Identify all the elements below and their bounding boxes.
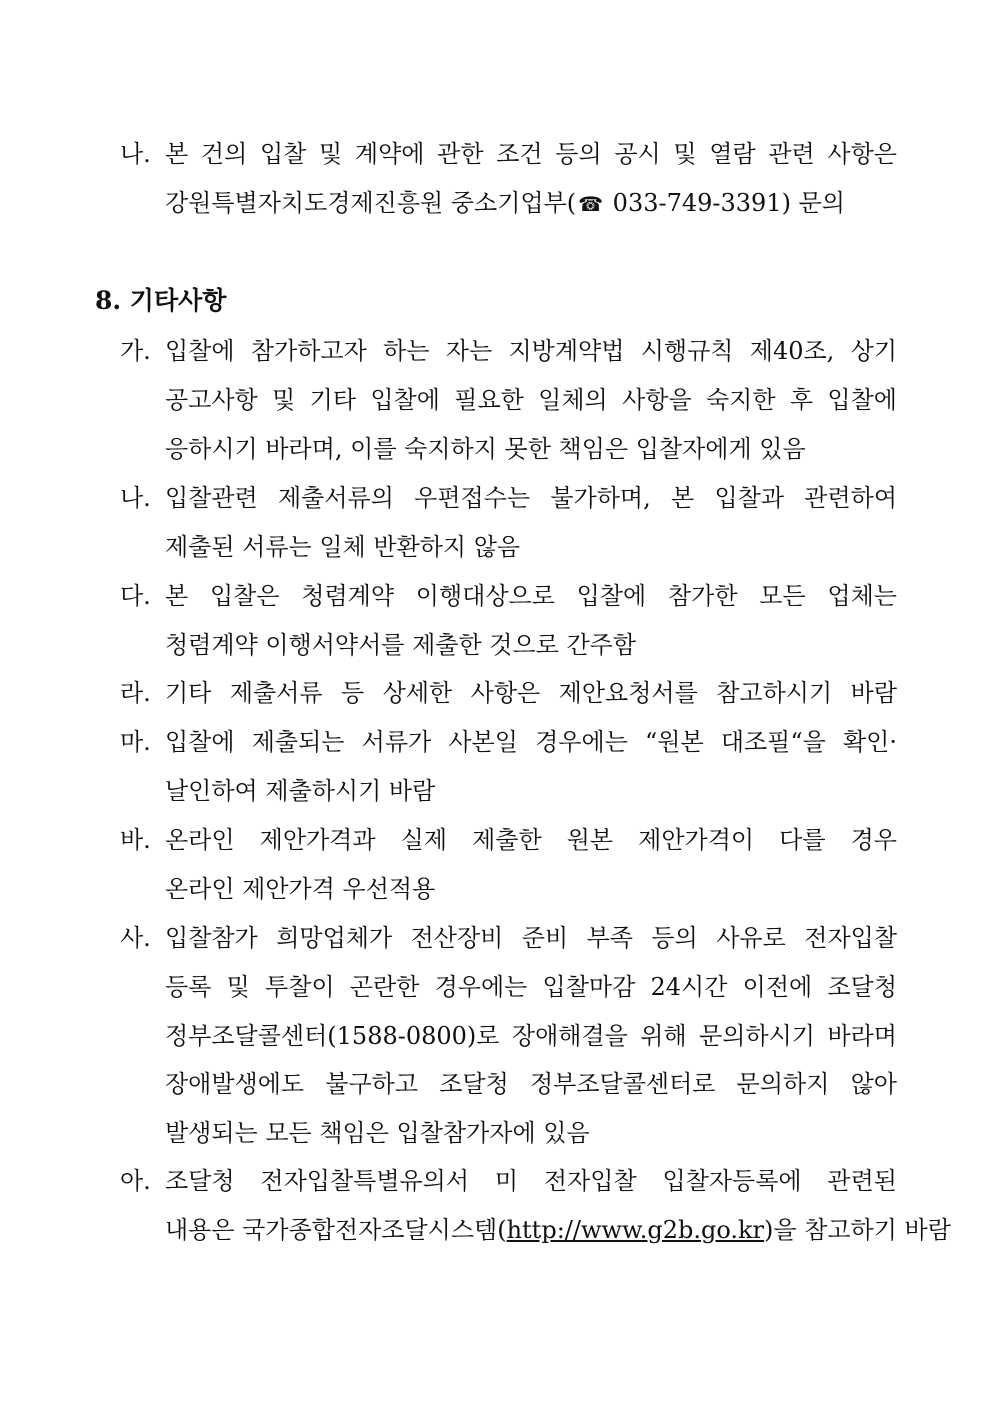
last-item-line-2-suffix: )을 참고하기 바람 [764,1216,951,1244]
item-label: 바. [120,826,151,854]
item-line: 청렴계약 이행서약서를 제출한 것으로 간주함 [165,631,637,659]
item-line: 온라인 제안가격 우선적용 [165,875,436,903]
item-line: 응하시기 바라며, 이를 숙지하지 못한 책임은 입찰자에게 있음 [165,435,806,463]
item-line: 공고사항 및 기타 입찰에 필요한 일체의 사항을 숙지한 후 입찰에 [165,386,897,414]
item-line: 입찰관련 제출서류의 우편접수는 불가하며, 본 입찰과 관련하여 [165,484,897,512]
item-line: 온라인 제안가격과 실제 제출한 원본 제안가격이 다를 경우 [165,826,897,854]
item-label: 마. [120,728,151,756]
item-label: 가. [120,337,151,365]
intro-item-line-2-suffix: 033-749-3391) 문의 [605,189,845,217]
item-line: 입찰에 제출되는 서류가 사본일 경우에는 “원본 대조필“을 확인· [165,728,897,756]
section-title: 8. 기타사항 [95,286,227,315]
last-item-line-2 [165,1214,951,1246]
item-label: 라. [120,679,151,707]
intro-item-line-2 [165,187,845,220]
item-line: 입찰에 참가하고자 하는 자는 지방계약법 시행규칙 제40조, 상기 [165,337,897,365]
item-line: 장애발생에도 불구하고 조달청 정부조달콜센터로 문의하지 않아 [165,1070,897,1098]
item-line: 정부조달콜센터(1588-0800)로 장애해결을 위해 문의하시기 바라며 [165,1022,897,1050]
item-label: 다. [120,582,151,610]
item-line: 입찰참가 희망업체가 전산장비 준비 부족 등의 사유로 전자입찰 [165,924,897,952]
item-line: 발생되는 모든 책임은 입찰참가자에 있음 [165,1119,590,1147]
last-item-label: 아. [120,1167,151,1195]
intro-item-label: 나. [120,140,151,168]
item-label: 나. [120,484,151,512]
item-line: 기타 제출서류 등 상세한 사항은 제안요청서를 참고하시기 바람 [165,679,897,707]
last-item-line-2-prefix: 내용은 국가종합전자조달시스템( [165,1216,507,1244]
item-label: 사. [120,924,151,952]
item-line: 등록 및 투찰이 곤란한 경우에는 입찰마감 24시간 이전에 조달청 [165,973,897,1001]
item-line: 제출된 서류는 일체 반환하지 않음 [165,533,521,561]
telephone-icon: ☎ [578,192,604,216]
last-item-line-1: 조달청 전자입찰특별유의서 미 전자입찰 입찰자등록에 관련된 [165,1167,897,1195]
item-line: 본 입찰은 청렴계약 이행대상으로 입찰에 참가한 모든 업체는 [165,582,897,610]
item-line: 날인하여 제출하시기 바람 [165,777,436,805]
intro-item-line-1: 본 건의 입찰 및 계약에 관한 조건 등의 공시 및 열람 관련 사항은 [165,140,897,168]
intro-item-line-2-prefix: 강원특별자치도경제진흥원 중소기업부( [165,189,577,217]
g2b-link[interactable]: http://www.g2b.go.kr [506,1216,765,1244]
